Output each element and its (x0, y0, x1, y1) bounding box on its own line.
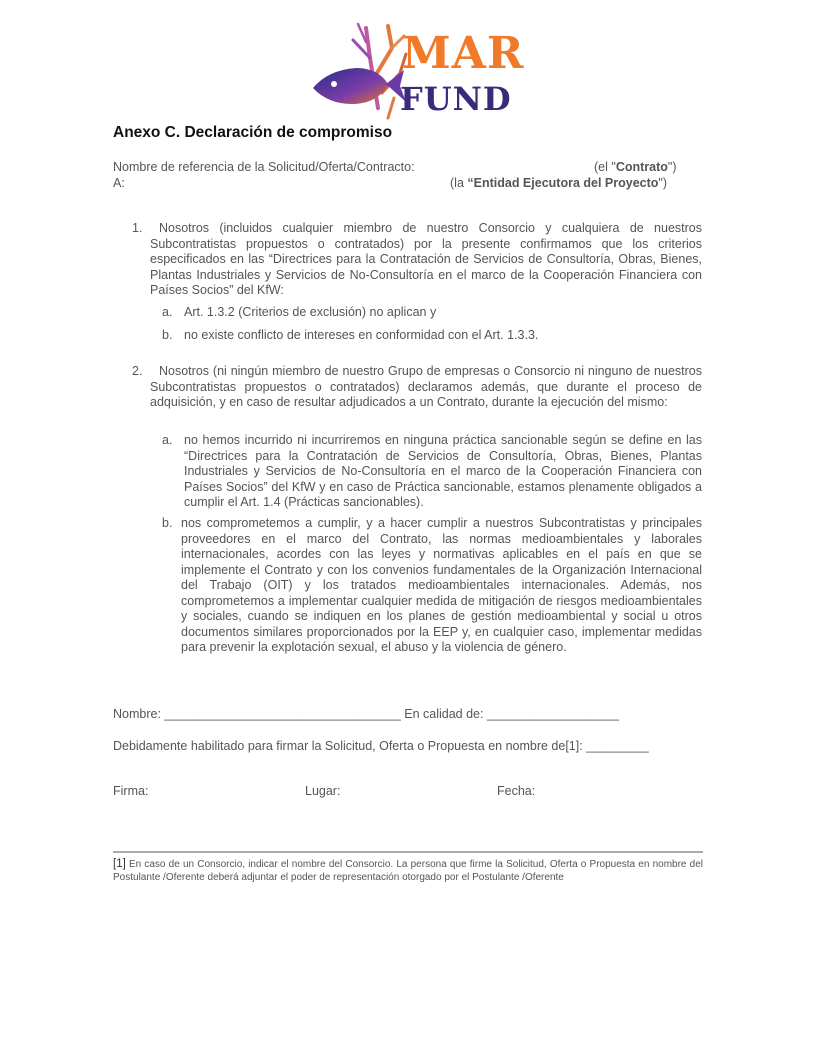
item-2b-text: nos comprometemos a cumplir, y a hacer cumplir a nuestros Subcontratistas y principales proveedores en el marco del Contrato, las normas medioambientales y laborales internacionales, acordes con las leyes y normativas aplicables en el país en que se implemente el Contrato y con los convenios fundamentales de la Organización Internacional del Trabajo (OIT) y los tratados medioambientales internacionales. Además, nos comprometemos a implementar cualquier medida de mitigación de riesgos medioambientales y sociales, cuando se indiquen en los planes de gestión medioambiental y social u otros documentos similares proporcionados por la EEP y, en cualquier caso, implementar medidas para prevenir la explotación sexual, el abuso y la violencia de género. (181, 516, 702, 654)
signature-label: Firma: (113, 784, 149, 798)
date-label: Fecha: (497, 784, 536, 798)
footnote-text: En caso de un Consorcio, indicar el nombre del Consorcio. La persona que firme la Solicitud, Oferta o Propuesta en nombre del Postulante /Oferente deberá adjuntar el poder de representación otorgado por el Postulante /Oferente (113, 859, 703, 883)
name-and-capacity-field[interactable]: Nombre: __________________________________ En calidad de: ___________________ (113, 707, 620, 721)
place-label: Lugar: (305, 784, 341, 798)
item-1b-letter: b. (162, 328, 173, 342)
item-1b-text: no existe conflicto de intereses en conformidad con el Art. 1.3.3. (184, 328, 539, 342)
item-2b-letter: b. (162, 516, 173, 530)
item-2a-letter: a. (162, 433, 173, 447)
item-1a-text: Art. 1.3.2 (Criterios de exclusión) no aplican y (184, 305, 437, 319)
footnote (113, 858, 703, 884)
item-1-number: 1. (132, 221, 143, 235)
authorized-signatory-field[interactable]: Debidamente habilitado para firmar la Solicitud, Oferta o Propuesta en nombre de[1]: _________ (113, 739, 649, 753)
footnote-mark: [1] (113, 858, 126, 870)
item-2a-text: no hemos incurrido ni incurriremos en ninguna práctica sancionable según se define en las “Directrices para la Contratación de Servicios de Consultoría, Obras, Bienes, Plantas Industriales y Servicios de No-Consultoría en el marco de la Cooperación Financiera con Países Socios” del KfW y en caso de Práctica sancionable, estamos plenamente obligados a cumplir el Art. 1.4 (Prácticas sancionables). (184, 433, 702, 509)
item-2-text: Nosotros (ni ningún miembro de nuestro Grupo de empresas o Consorcio ni ninguno de nuestros Subcontratistas propuestos o contratados) declaramos además, que durante el proceso de adquisición, y en caso de resultar adjudicados a un Contrato, durante la ejecución del mismo: (150, 364, 702, 409)
reference-line-2-label: A: (113, 176, 125, 190)
footnote-divider (113, 851, 703, 853)
reference-line-1-label: Nombre de referencia de la Solicitud/Oferta/Contracto: (113, 160, 415, 174)
logo-text-mar: MAR (402, 28, 525, 79)
logo-text-fund: FUND (400, 80, 512, 118)
reference-line-1-suffix: (el "Contrato") (594, 160, 677, 174)
item-1a-letter: a. (162, 305, 173, 319)
item-2-number: 2. (132, 364, 143, 378)
item-1-text: Nosotros (incluidos cualquier miembro de nuestro Consorcio y cualquiera de nuestros Subcontratistas propuestos o contratados) por la presente confirmamos que los criterios especificados en las “Directrices para la Contratación de Servicios de Consultoría, Obras, Bienes, Plantas Industriales y Servicios de No-Consultoría en el marco de la Cooperación Financiera con Países Socios” del KfW: (150, 221, 702, 297)
reference-line-2-suffix: (la “Entidad Ejecutora del Proyecto") (450, 176, 667, 190)
page-title: Anexo C. Declaración de compromiso (113, 124, 393, 141)
